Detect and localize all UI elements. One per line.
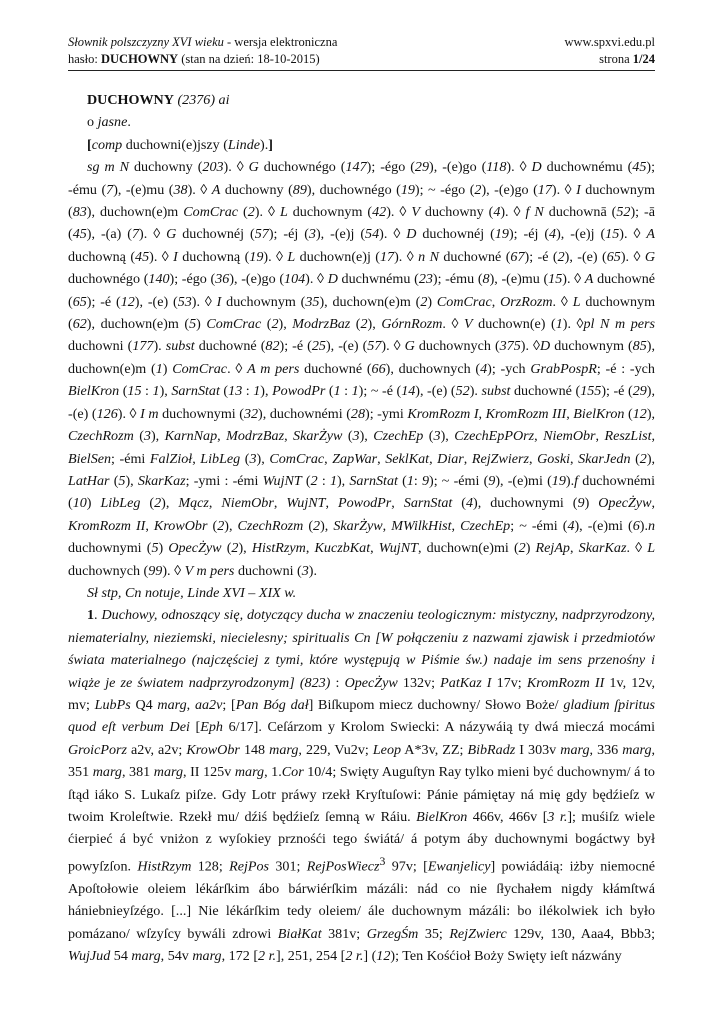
entry-count: (2376) — [177, 92, 216, 108]
sense-definition: Duchowy, odnoszący się, dotyczący ducha w znaczeniu teologicznym: mistyczny, nadprzyrodzony, niematerialny, nieziemski, niecielesny; spiritualis Cn [W połączeniu z nazwami zjawisk i przedmiotów świata materialnego (najczęściej z tymi, które występują w Piśmie św.) nadaje im sens przenośny i wiąże je ze światem nadprzyrodzonym] — [68, 607, 655, 691]
vowel-note: o jasne. — [87, 114, 131, 131]
entry-headword: DUCHOWNY — [87, 92, 174, 108]
sense-count: (823) — [299, 674, 331, 691]
sources-note: Sł stp, Cn notuje, Linde XVI – XIX w. — [87, 584, 297, 601]
dictionary-title: Słownik polszczyzny XVI wieku — [68, 35, 224, 49]
header-date: (stan na dzień: 18-10-2015) — [178, 52, 320, 66]
entry-headline: DUCHOWNY (2376) ai — [87, 92, 230, 108]
edition-label: wersja elektroniczna — [234, 35, 338, 49]
header-headword: DUCHOWNY — [100, 52, 179, 66]
header-right: www.spxvi.edu.pl strona 1/24 — [564, 35, 655, 66]
sense-1: 1. Duchowy, odnoszący się, dotyczący ducha w znaczeniu teologicznym: mistyczny, nadprzyrodzony, niematerialny, nieziemski, niecielesny; spiritualis Cn [W połączeniu z nazwami zjawisk i przedmiotów świata materialnego (najczęściej z tymi, które występują w Piśmie św.) nadaje im sens przenośny i wiąże je ze światem nadprzyrodzonym] (823) : OpecŻyw 132v; PatKaz I 17v; KromRozm II 1v, 12v, mv; LubPs Q4 marg, aa2v; [Pan Bóg dał] Biſkupom miecz duchowny/ Słowo Boże/ gladium ſpiritus quod eſt verbum Dei [Eph 6/17]. Ceſárzom y Krolom Swiecki: A názywáią ty dwá mieczá mocámi GroicPorz a2v, a2v; KrowObr 148 marg, 229, Vu2v; Leop A*3v, ZZ; BibRadz I 303v marg, 336 marg, 351 marg, 381 marg, II 125v marg, 1.Cor 10/4; Swięty Auguſtyn Ray tylko mieni być duchownym/ á to ſtąd iáko S. Lukaſz piſze. Gdy Lotr práwy rzekł Kryſtuſowi: Pánie pámiętay ná mię gdy będźieſz w twoim Kroleſtwie. Rzekł mu/ dźiś będźieſz ſemną w Ráiu. BielKron 466v, 466v [3 r.]; muśiſz wiele ćierpieć á być vniżon z wyſokiey prznośći tego świátá/ á potym áby duchownymi bogáctwy był powyſzſon. HistRzym 128; RejPos 301; RejPosWiecz$^3$ 97v; [Ewanjelicy] powiádáią: iżby niemocné Apoſtołowie oleiem lékárſkim ábo bárwiérſkim mázáli: nád co nie ſłychałem nigdy kłámſtwá hániebnieyſzégo. [...] Nie lékárſkim tedy oleiem/ ále duchownym mázáli: bo ilékolwiek ich było pomázano/ wſzyſcy bywáli zdrowi BiałKat 381v; GrzegŚm 35; RejZwierc 129v, 130, Aaa4, Bbb3; WujJud 54 marg, 54v marg, 172 [2 r.], 251, 254 [2 r.] (12); Ten Kośćioł Boży Swięty ieſt názwány — [68, 607, 656, 965]
page-header — [68, 34, 655, 71]
page-number: 1/24 — [632, 52, 655, 66]
entry-body — [68, 89, 655, 968]
inflection-paragraph: sg m N duchowny (203). ◊ G duchownégo (147); -égo (29), -(e)go (118). ◊ D duchownému (45); -ému (7), -(e)mu (38). ◊ A duchowny (89), duchownégo (19); ~ -égo (2), -(e)go (17). ◊ I duchownym (83), duchown(e)m ComCrac (2). ◊ L duchownym (42). ◊ V duchowny (4). ◊ f N duchownā (52); -ā (45), -(a) (7). ◊ G duchownéj (57); -éj (3), -(e)j (54). ◊ D duchownéj (19); -éj (4), -(e)j (15). ◊ A duchowną (45). ◊ I duchowną (19). ◊ L duchown(e)j (17). ◊ n N duchowné (67); -é (2), -(e) (65). ◊ G duchownégo (140); -égo (36), -(e)go (104). ◊ D duchwnému (23); -ému (8), -(e)mu (15). ◊ A duchowné (65); -é (12), -(e) (53). ◊ I duchownym (35), duchown(e)m (2) ComCrac, OrzRozm. ◊ L duchownym (62), duchown(e)m (5) ComCrac (2), ModrzBaz (2), GórnRozm. ◊ V duchown(e) (1). ◊pl N m pers duchowni (177). subst duchowné (82); -é (25), -(e) (57). ◊ G duchownych (375). ◊D duchownym (85), duchown(e)m (1) ComCrac. ◊ A m pers duchowné (66), duchownych (4); -ych GrabPospR; -é : -ych BielKron (15 : 1), SarnStat (13 : 1), PowodPr (1 : 1); ~ -é (14), -(e) (52). subst duchowné (155); -é (29), -(e) (126). ◊ I m duchownymi (32), duchownémi (28); -ymi KromRozm I, KromRozm III, BielKron (12), CzechRozm (3), KarnNap, ModrzBaz, SkarŻyw (3), CzechEp (3), CzechEpPOrz, NiemObr, ReszList, BielSen; -émi FalZioł, LibLeg (3), ComCrac, ZapWar, SeklKat, Diar, RejZwierz, Goski, SkarJedn (2), LatHar (5), SkarKaz; -ymi : -émi WujNT (2 : 1), SarnStat (1: 9); ~ -émi (9), -(e)mi (19).f duchownémi (10) LibLeg (2), Mącz, NiemObr, WujNT, PowodPr, SarnStat (4), duchownymi (9) OpecŻyw, KromRozm II, KrowObr (2), CzechRozm (2), SkarŻyw, MWilkHist, CzechEp; ~ -émi (4), -(e)mi (6).n duchownymi (5) OpecŻyw (2), HistRzym, KuczbKat, WujNT, duchown(e)mi (2) RejAp, SkarKaz. ◊ L duchownych (99). ◊ V m pers duchowni (3). — [68, 159, 656, 579]
header-left: Słownik polszczyzny XVI wieku - wersja elektroniczna hasło: DUCHOWNY (stan na dzień: 18-10-2015) — [68, 35, 338, 66]
site-url[interactable]: www.spxvi.edu.pl — [564, 35, 655, 49]
comparative-line: [comp duchowni(e)jszy (Linde).] — [87, 136, 273, 153]
sense-number: 1 — [87, 607, 95, 624]
